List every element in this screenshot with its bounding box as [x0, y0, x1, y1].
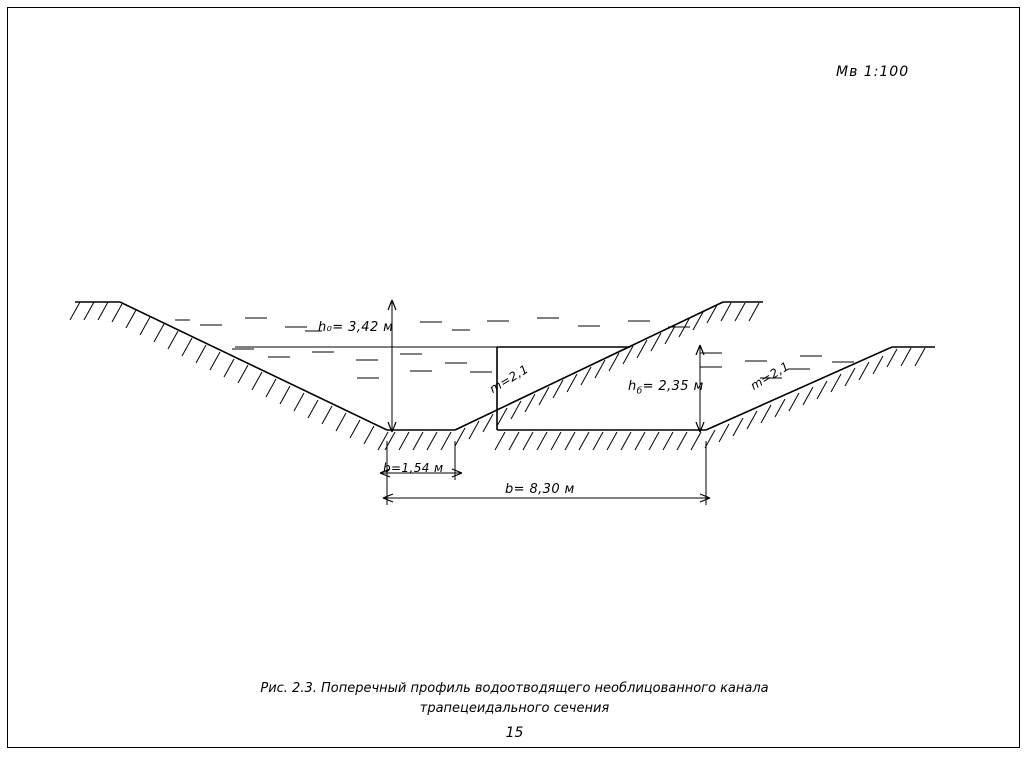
- scale-label: Мв 1:100: [836, 64, 910, 80]
- page-number: 15: [505, 725, 524, 741]
- slope-left-label: m=2,1: [487, 361, 531, 397]
- bottom-width-small-label: b=1,54 м: [383, 461, 444, 475]
- depth-hb-label: [628, 379, 704, 397]
- hatching-right-bank: [705, 348, 925, 448]
- depth-hb-text: h: [628, 379, 637, 394]
- caption-line-1: Рис. 2.3. Поперечный профиль водоотводящего необлицованного канала: [260, 681, 769, 696]
- depth-hb-sub: б: [636, 386, 643, 397]
- slope-right-label: m=2,1: [748, 358, 792, 394]
- bottom-width-large-label: b= 8,30 м: [505, 482, 575, 497]
- depth-h0-text: h₀= 3,42 м: [318, 320, 394, 335]
- depth-hb-value: = 2,35 м: [642, 379, 704, 394]
- water-ripples-upper: [175, 318, 690, 378]
- figure-caption: [0, 679, 1029, 719]
- hatching-bottom-lower-channel: [495, 432, 701, 450]
- hatching-bottom-upper-channel: [385, 432, 451, 450]
- depth-h0-label: [318, 320, 393, 335]
- caption-line-2: трапецеидального сечения: [419, 701, 610, 716]
